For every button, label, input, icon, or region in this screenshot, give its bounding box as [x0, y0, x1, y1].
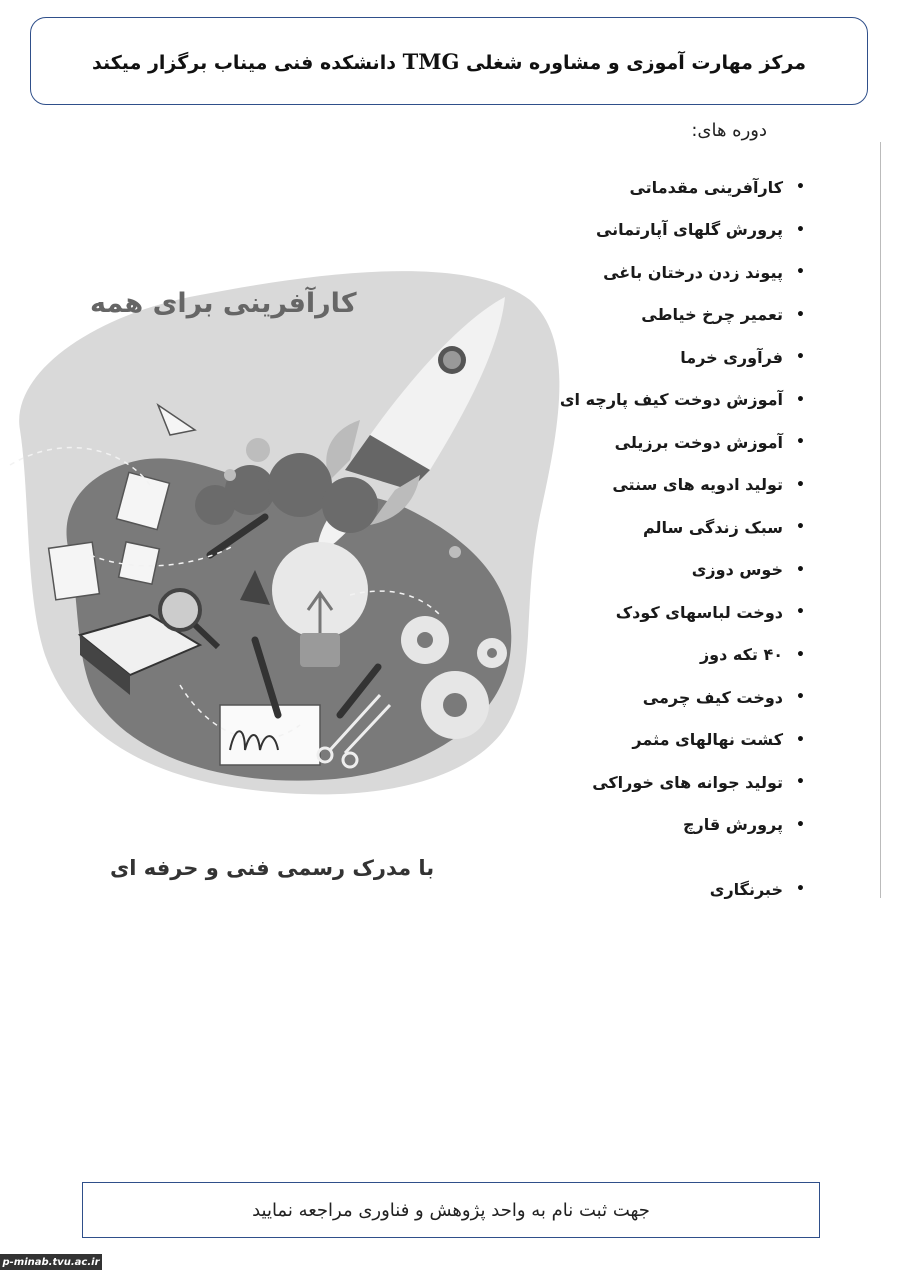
- bullet-icon: •: [796, 476, 805, 493]
- course-label: دوخت لباسهای کودک: [615, 602, 783, 622]
- bullet-icon: •: [796, 434, 805, 451]
- bullet-icon: •: [796, 391, 805, 408]
- course-label: آموزش دوخت برزیلی: [614, 432, 783, 452]
- bullet-icon: •: [796, 881, 805, 898]
- course-item: [385, 421, 805, 464]
- course-label: دوخت کیف چرمی: [642, 687, 783, 707]
- course-label: کشت نهالهای مثمر: [632, 730, 783, 750]
- slogan: کارآفرینی برای همه: [90, 288, 357, 319]
- site-watermark: p-minab.tvu.ac.ir: [0, 1254, 102, 1270]
- course-item: [385, 549, 805, 592]
- course-item: [385, 506, 805, 549]
- course-item: [385, 251, 805, 294]
- course-item: [385, 676, 805, 719]
- course-label: آموزش دوخت کیف پارچه ای: [559, 390, 783, 410]
- registration-note: جهت ثبت نام به واحد پژوهش و فناوری مراجعه نمایید: [252, 1199, 650, 1221]
- header-box: [30, 17, 868, 105]
- course-label: ۴۰ تکه دوز: [699, 645, 783, 665]
- bullet-icon: •: [796, 179, 805, 196]
- right-divider: [880, 142, 881, 898]
- bullet-icon: •: [796, 816, 805, 833]
- course-label: تولید ادویه های سنتی: [612, 475, 783, 495]
- course-item: [385, 166, 805, 209]
- certificate-note: با مدرک رسمی فنی و حرفه ای: [110, 856, 435, 880]
- course-label: خوس دوزی: [691, 560, 783, 580]
- course-item: [385, 209, 805, 252]
- bullet-icon: •: [796, 349, 805, 366]
- course-item: [710, 868, 805, 911]
- course-item: [385, 634, 805, 677]
- bullet-icon: •: [796, 604, 805, 621]
- bullet-icon: •: [796, 774, 805, 791]
- bullet-icon: •: [796, 646, 805, 663]
- course-item: [385, 719, 805, 762]
- course-item: [385, 761, 805, 804]
- header-text-after: دانشکده فنی میناب برگزار میکند: [92, 51, 396, 74]
- bullet-icon: •: [796, 689, 805, 706]
- course-item: [385, 336, 805, 379]
- course-list: [385, 166, 805, 899]
- course-label: تولید جوانه های خوراکی: [592, 772, 783, 792]
- header-title: [92, 49, 806, 74]
- course-label: سبک زندگی سالم: [642, 517, 783, 537]
- header-text-latin: TMG: [402, 48, 460, 74]
- course-label: تعمیر چرخ خیاطی: [641, 305, 783, 325]
- header-text-before: مرکز مهارت آموزی و مشاوره شغلی: [466, 51, 806, 74]
- course-label: پرورش قارچ: [683, 815, 783, 835]
- course-item: [385, 294, 805, 337]
- course-item: [385, 379, 805, 422]
- bullet-icon: •: [796, 306, 805, 323]
- bullet-icon: •: [796, 561, 805, 578]
- footer-box: [82, 1182, 820, 1238]
- course-label: خبرنگاری: [709, 879, 783, 899]
- bullet-icon: •: [796, 264, 805, 281]
- course-label: پیوند زدن درختان باغی: [603, 262, 783, 282]
- course-item: [385, 591, 805, 634]
- course-item: [385, 804, 805, 847]
- course-label: پرورش گلهای آپارتمانی: [595, 220, 783, 240]
- course-item: [385, 464, 805, 507]
- bullet-icon: •: [796, 221, 805, 238]
- bullet-icon: •: [796, 519, 805, 536]
- courses-title: دوره های:: [691, 120, 767, 141]
- bullet-icon: •: [796, 731, 805, 748]
- course-label: فرآوری خرما: [680, 347, 783, 367]
- course-label: کارآفرینی مقدماتی: [629, 177, 783, 197]
